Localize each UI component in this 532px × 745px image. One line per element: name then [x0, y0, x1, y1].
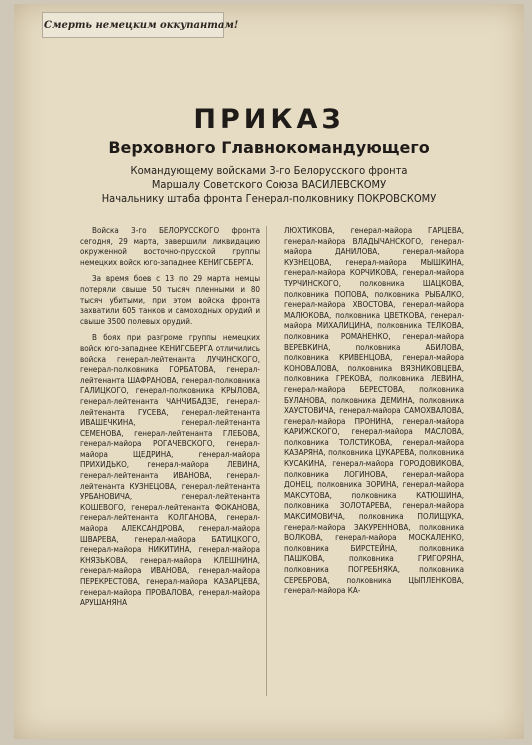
right-column [284, 226, 464, 603]
slogan-header: Смерть немецким оккупантам! [44, 20, 239, 31]
paragraph: ЛЮХТИКОВА, генерал-майора ГАРЦЕВА, генерал-майора ВЛАДЫЧАНСКОГО, генерал-майора ДАНИЛОВА, генерал-майора КУЗНЕЦОВА, генерал-майора МЫШКИНА, генерал-майора КОРЧИКОВА, генерал-майора ТУРЧИНСКОГО, полковника ШАЦКОВА, полковника ПОПОВА, полковника РЫБАЛКО, генерал-майора ХВОСТОВА, генерал-майора МАЛЮКОВА, полковника ЦВЕТКОВА, генерал-майора МИХАЛИЦИНА, полковника ТЕЛКОВА, полковника РОМАНЕНКО, генерал-майора ВЕРЕВКИНА, полковника АБИЛОВА, полковника КРИВЕНЦОВА, генерал-майора КОНОВАЛОВА, полковника ВЯЗНИКОВЦЕВА, полковника ГРЕКОВА, полковника ЛЕВИНА, генерал-майора БЕРЕСТОВА, полковника БУЛАНОВА, полковника ДЕМИНА, полковника ХАУСТОВИЧА, генерал-майора САМОХВАЛОВА, генерал-майора ПРОНИНА, генерал-майора КАРИЖСКОГО, генерал-майора МАСЛОВА, полковника ТОЛСТИКОВА, генерал-майора КАЗАРЯНА, полковника ЦУКАРЕВА, полковника КУСАКИНА, генерал-майора ГОРОДОВИКОВА, полковника ЛОГИНОВА, генерал-майора ДОНЕЦ, полковника ЗОРИНА, генерал-майора МАКСУТОВА, полковника КАТЮШИНА, полковника ЗОЛОТАРЕВА, генерал-майора МАКСИМОВИЧА, полковника ПОЛИЩУКА, генерал-майора ЗАКУРЕННОВА, полковника ВОЛКОВА, генерал-майора МОСКАЛЕНКО, полковника БИРСТЕЙНА, полковника ПАШКОВА, полковника ГРИГОРЯНА, полковника ПОГРЕБНЯКА, полковника СЕРЕБРОВА, полковника ЦЫПЛЕНКОВА, генерал-майора КА- [284, 226, 464, 596]
addressee-block [14, 164, 524, 206]
addressee-line: Начальнику штаба фронта Генерал-полковнику ПОКРОВСКОМУ [101, 192, 437, 205]
document-subtitle: Верховного Главнокомандующего [108, 138, 430, 157]
column-divider [266, 226, 267, 696]
paragraph: В боях при разгроме группы немецких войск юго-западнее КЕНИГСБЕРГА отличились войска генерал-лейтенанта ЛУЧИНСКОГО, генерал-полковника ГОРБАТОВА, генерал-лейтенанта ШАФРАНОВА, генерал-полковника ГАЛИЦКОГО, генерал-полковника КРЫЛОВА, генерал-лейтенанта ЧАНЧИБАДЗЕ, генерал-лейтенанта ГУСЕВА, генерал-лейтенанта ИВАШЕЧКИНА, генерал-лейтенанта СЕМЕНОВА, генерал-лейтенанта ГЛЕБОВА, генерал-майора РОГАЧЕВСКОГО, генерал-майора ЩЕДРИНА, генерал-майора ПРИХИДЬКО, генерал-майора ЛЕВИНА, генерал-лейтенанта ИВАНОВА, генерал-лейтенанта КУЗНЕЦОВА, генерал-лейтенанта УРБАНОВИЧА, генерал-лейтенанта КОШЕВОГО, генерал-лейтенанта ФОКАНОВА, генерал-лейтенанта КОЛГАНОВА, генерал-майора АЛЕКСАНДРОВА, генерал-майора ШВАРЕВА, генерал-майора БАТИЦКОГО, генерал-майора НИКИТИНА, генерал-майора КНЯЗЬКОВА, генерал-майора КЛЕШНИНА, генерал-майора ИВАНОВА, генерал-майора ПЕРЕКРЕСТОВА, генерал-майора КАЗАРЦЕВА, генерал-майора ПРОВАЛОВА, генерал-майора АРУШАНЯНА [80, 333, 260, 608]
left-column [80, 226, 260, 615]
addressee-line: Командующему войсками 3-го Белорусского фронта [130, 164, 408, 177]
addressee-line: Маршалу Советского Союза ВАСИЛЕВСКОМУ [151, 178, 387, 191]
document-title: ПРИКАЗ [193, 104, 345, 135]
paragraph: Войска 3-го БЕЛОРУССКОГО фронта сегодня, 29 марта, завершили ликвидацию окруженной восточно-прусской группы немецких войск юго-западнее КЕНИГСБЕРГА. [80, 226, 260, 267]
paragraph: За время боев с 13 по 29 марта немцы потеряли свыше 50 тысяч пленными и 80 тысяч убитыми, при этом войска фронта захватили 605 танков и самоходных орудий и свыше 3500 полевых орудий. [80, 274, 260, 326]
document-sheet [14, 4, 524, 739]
title-block [14, 104, 524, 158]
